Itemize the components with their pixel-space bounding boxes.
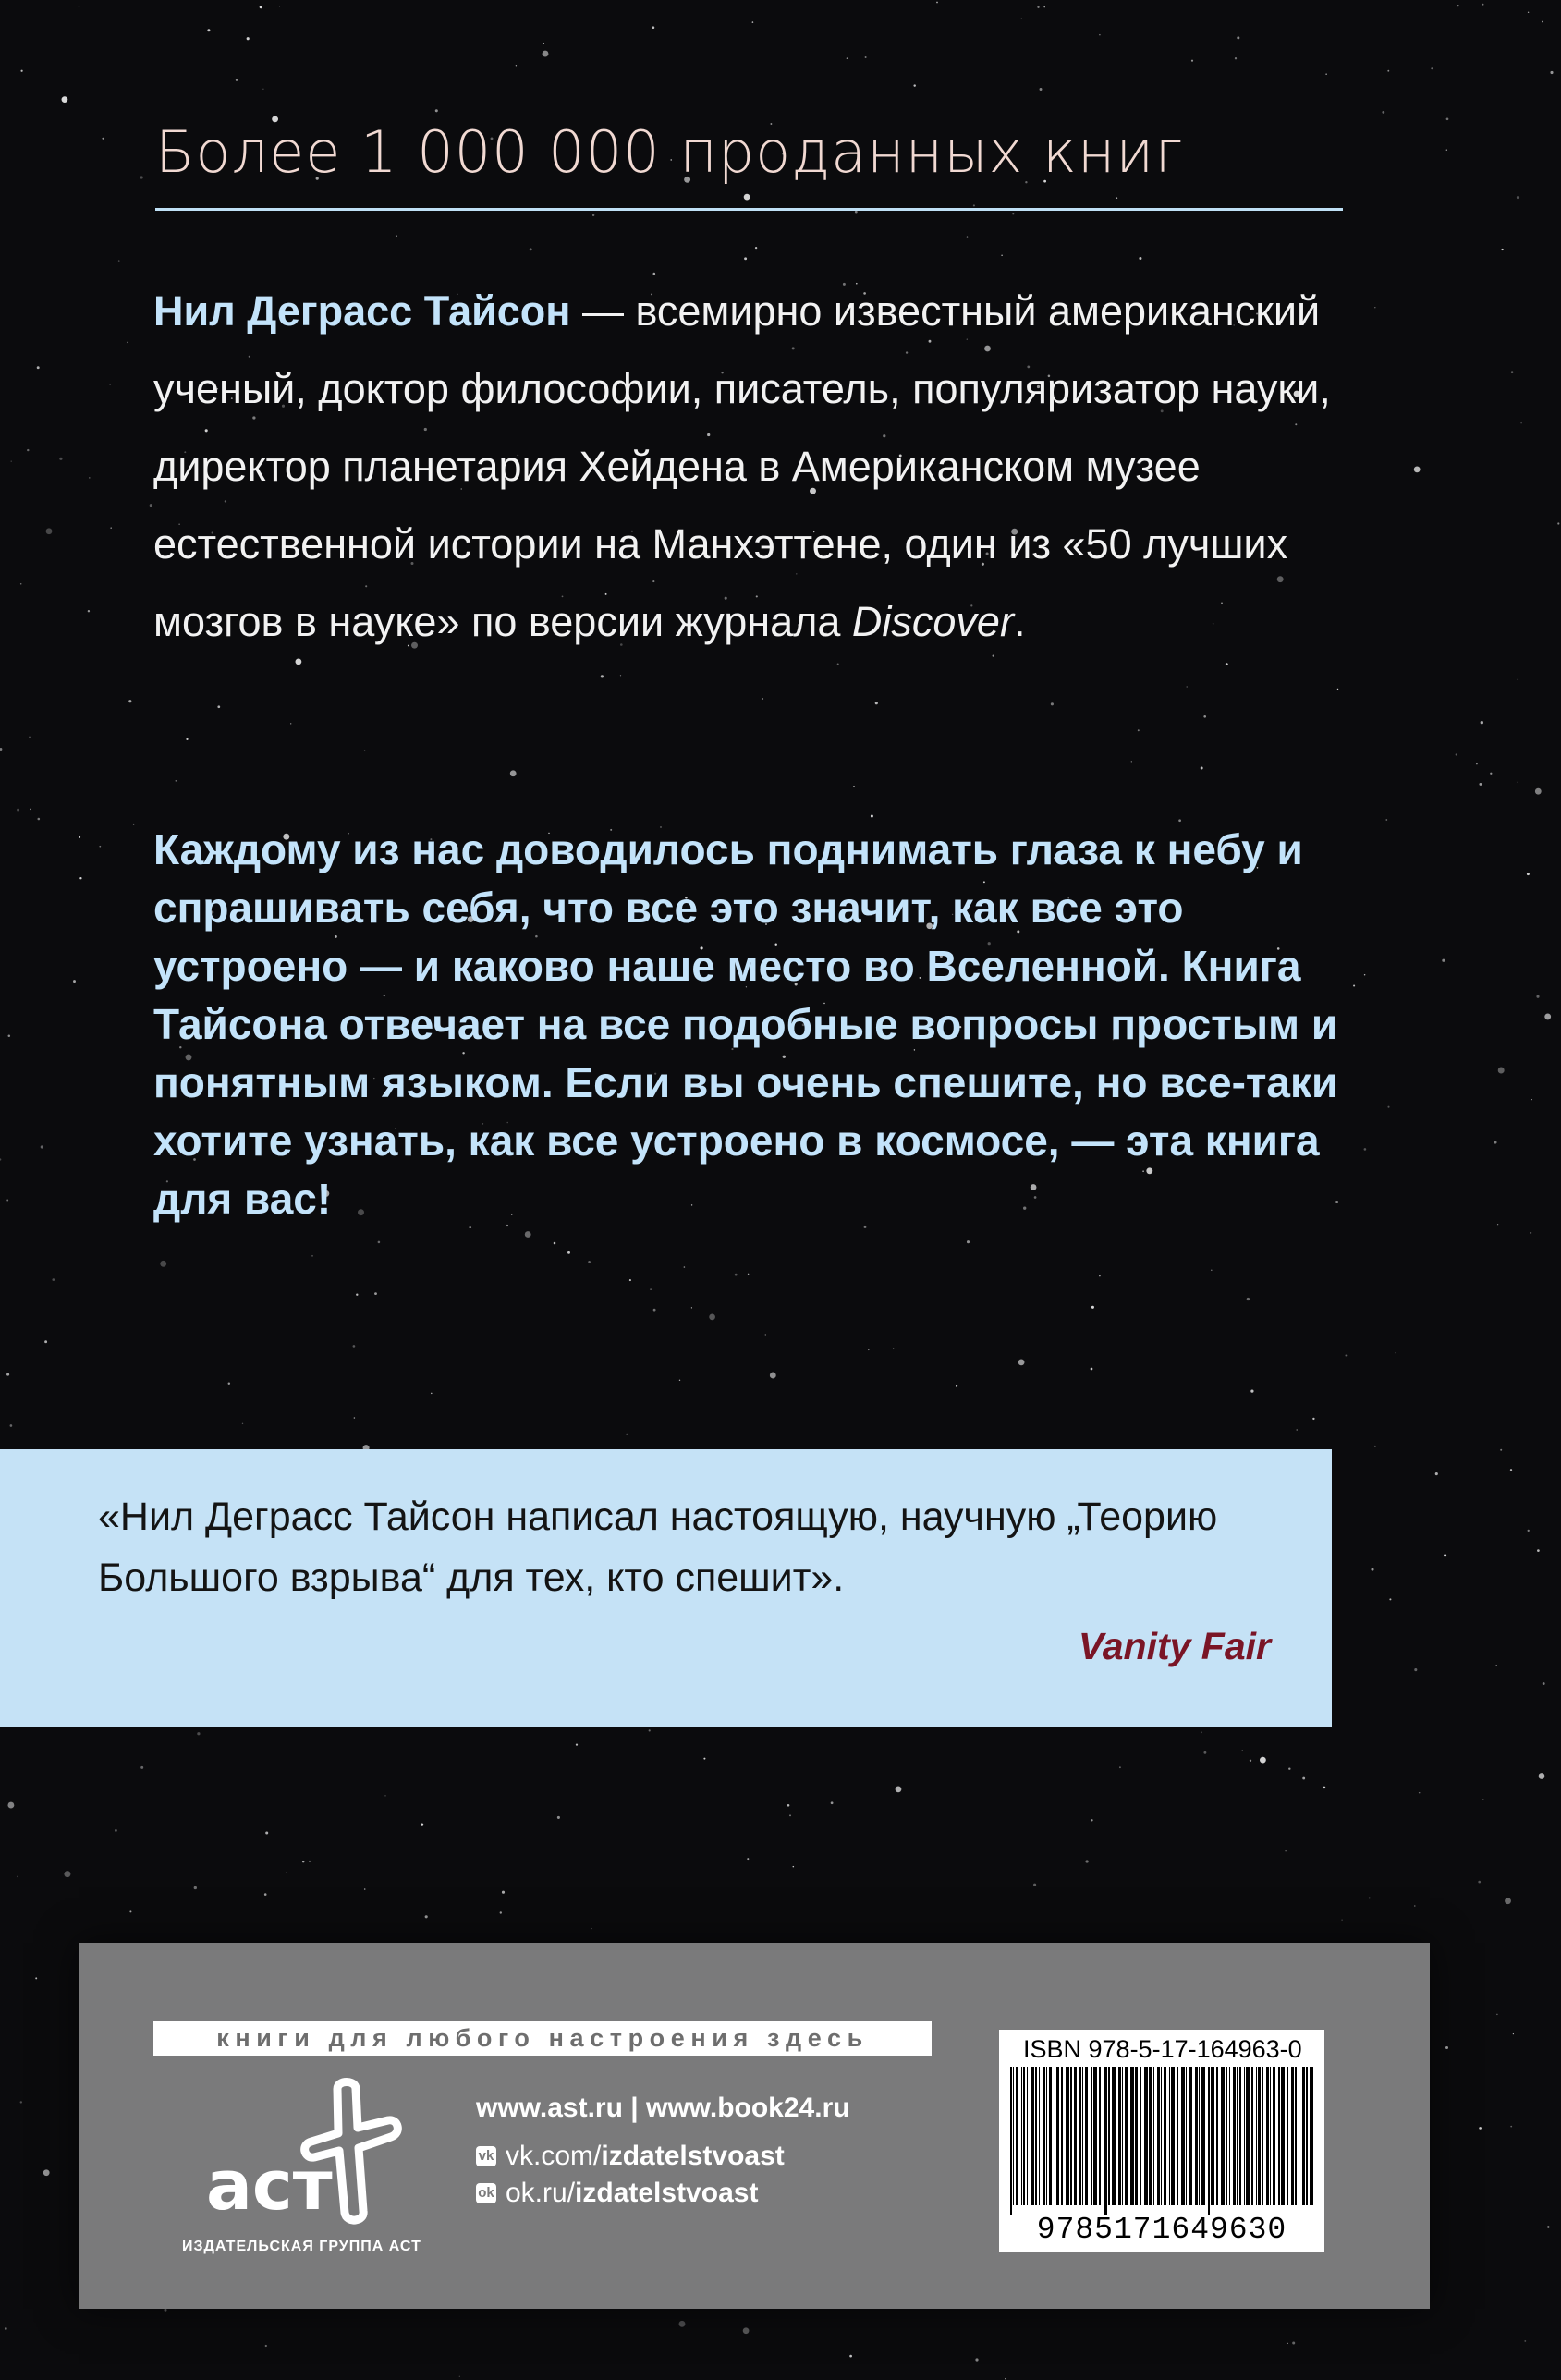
website-links[interactable]: www.ast.ru | www.book24.ru: [476, 2093, 850, 2123]
tagline-divider: [155, 208, 1343, 211]
review-quote: «Нил Деграсс Тайсон написал настоящую, научную „Теорию Большого взрыва“ для тех, кто спешит».: [98, 1495, 1218, 1600]
magazine-name: Discover: [851, 598, 1014, 645]
ast-logo-icon: [199, 2072, 439, 2234]
barcode-number: 9785171649630: [1036, 2213, 1287, 2247]
publisher-links: [476, 2093, 850, 2215]
review-quote-box: [0, 1449, 1332, 1727]
social-prefix: vk.com/: [506, 2141, 602, 2171]
publisher-name: ИЗДАТЕЛЬСКАЯ ГРУППА АСТ: [182, 2239, 421, 2254]
sales-tagline: Более 1 000 000 проданных книг: [155, 118, 1184, 186]
social-handle: izdatelstvoast: [575, 2178, 759, 2208]
bio-end: .: [1013, 598, 1026, 645]
barcode-bars: [1006, 2067, 1317, 2215]
logo-text: аст: [206, 2146, 333, 2226]
vk-icon: vk: [476, 2146, 496, 2166]
social-handle: izdatelstvoast: [601, 2141, 785, 2171]
bio-text: — всемирно известный американский ученый, доктор философии, писатель, популяризатор науки, директор планетария Хейдена в Американском музее естественной истории на Манхэттене, один из «50 лучших мозгов в науке» по версии журнала: [153, 287, 1331, 645]
ok-icon: ok: [476, 2183, 496, 2203]
review-source: Vanity Fair: [1078, 1625, 1271, 1667]
isbn-label: ISBN 978-5-17-164963-0: [1023, 2035, 1302, 2063]
isbn-barcode: [999, 2030, 1324, 2252]
social-link-vk[interactable]: [476, 2141, 850, 2172]
social-prefix: ok.ru/: [506, 2178, 576, 2208]
author-bio: [153, 273, 1383, 661]
social-link-ok[interactable]: [476, 2178, 850, 2209]
book-blurb: Каждому из нас доводилось поднимать глаза к небу и спрашивать себя, что все это значит, как все это устроено — и каково наше место во Вселенной. Книга Тайсона отвечает на все подобные вопросы простым и понятным языком. Если вы очень спешите, но все-таки хотите узнать, как все устроено в космосе, — эта книга для вас!: [153, 825, 1338, 1223]
publisher-footer: [79, 1943, 1430, 2309]
publisher-slogan: книги для любого настроения здесь: [153, 2021, 932, 2056]
author-name: Нил Деграсс Тайсон: [153, 287, 571, 335]
